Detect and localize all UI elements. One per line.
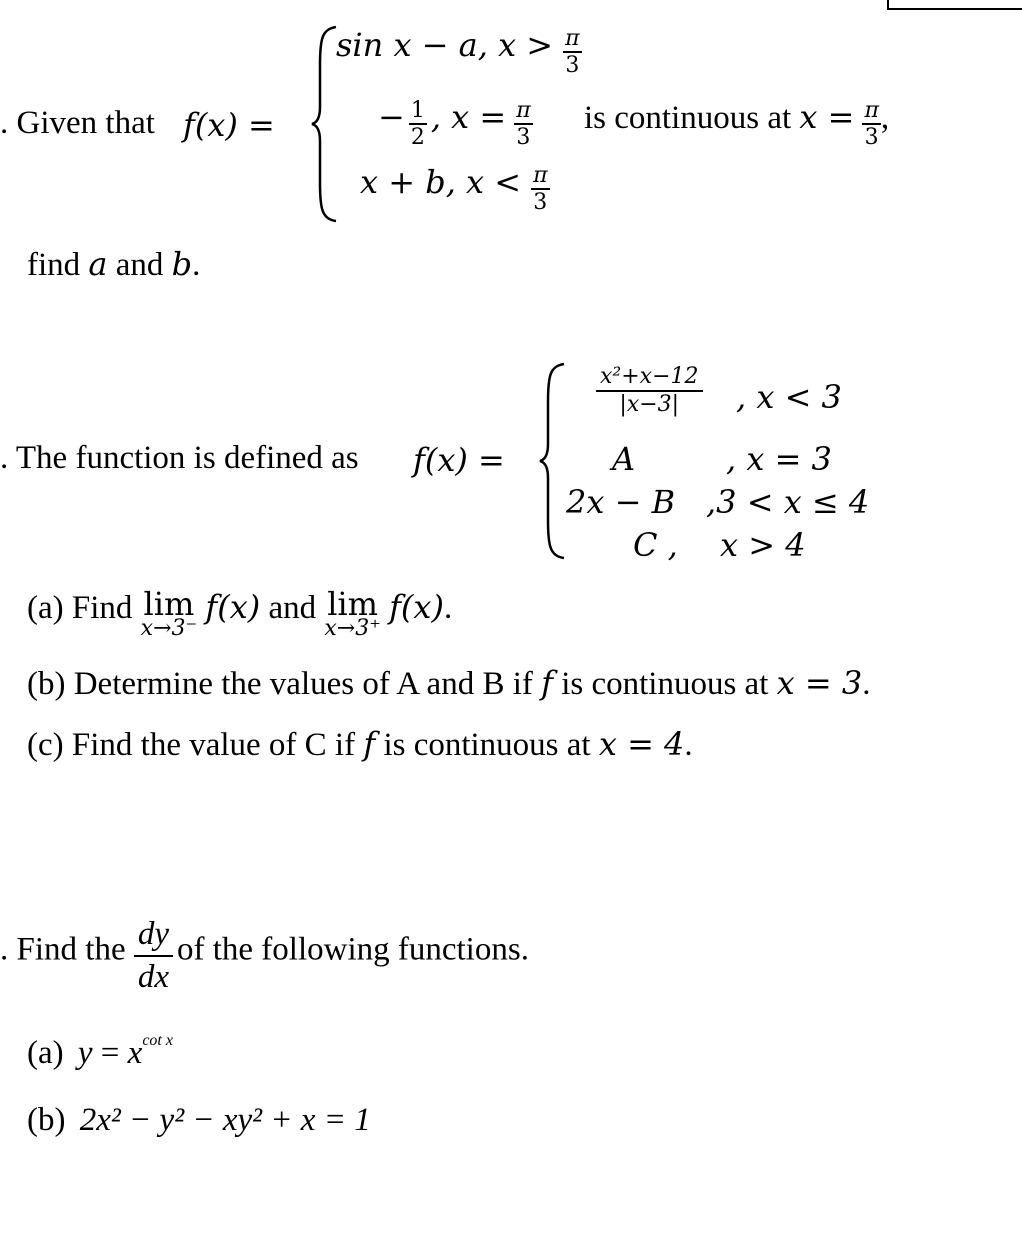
frac-denominator: dx bbox=[137, 959, 169, 995]
frac-denominator: 3 bbox=[864, 124, 879, 150]
q1-case-2-fraction bbox=[514, 97, 532, 150]
q2-part-c-end: . bbox=[684, 727, 693, 763]
q2-part-c-math: x = 4 bbox=[598, 725, 685, 763]
q1-follow-and: and bbox=[107, 247, 172, 283]
q3-header bbox=[0, 918, 529, 994]
q1-suffix-text: is continuous at bbox=[584, 100, 800, 136]
q2-part-b bbox=[27, 664, 870, 703]
q2-part-b-end: . bbox=[862, 666, 871, 702]
q1-suffix-comma: , bbox=[880, 100, 890, 136]
q1-follow-line bbox=[27, 245, 200, 284]
q1-case-3 bbox=[360, 163, 550, 214]
q2-part-c bbox=[27, 725, 693, 764]
q2-prefix: . The function is defined as bbox=[0, 440, 359, 476]
frac-numerator: π bbox=[516, 97, 531, 123]
frac-denominator: 3 bbox=[516, 124, 531, 150]
limit-left bbox=[140, 585, 198, 641]
q1-case-2-expr: , x = bbox=[430, 98, 507, 136]
q1-case-2 bbox=[378, 98, 533, 149]
q2-case-4-cond: x > 4 bbox=[720, 526, 806, 564]
q1-function-name: f(x) = bbox=[183, 106, 275, 144]
q2-case-1-fraction bbox=[596, 366, 703, 416]
q3-part-a bbox=[27, 1032, 173, 1072]
q2-function-name: f(x) = bbox=[413, 441, 505, 479]
q2-part-c-text: (c) Find the value of C if bbox=[27, 727, 364, 763]
q2-part-b-mid: is continuous at bbox=[552, 666, 777, 702]
frac-numerator: x²+x−12 bbox=[596, 366, 703, 392]
q3-part-a-y: y bbox=[77, 1035, 93, 1071]
q2-part-a-and: and bbox=[260, 590, 325, 626]
q1-suffix-math: x = bbox=[799, 98, 855, 136]
frac-numerator: π bbox=[864, 97, 879, 123]
q2-part-a-end: . bbox=[443, 590, 453, 626]
q1-case-1 bbox=[336, 26, 582, 77]
frac-denominator: 2 bbox=[410, 124, 425, 150]
q3-prefix: . Find the bbox=[0, 931, 134, 968]
q1-prefix: . Given that bbox=[0, 105, 155, 141]
frac-numerator: dy bbox=[134, 918, 173, 957]
q1-follow-end: . bbox=[192, 247, 201, 283]
lim-word: lim bbox=[327, 585, 378, 623]
frac-numerator: π bbox=[565, 25, 580, 51]
q2-part-c-mid: is continuous at bbox=[375, 727, 599, 763]
q1-suffix bbox=[584, 98, 889, 149]
frac-denominator: 3 bbox=[533, 189, 548, 215]
q2-part-c-f: f bbox=[363, 725, 376, 763]
q2-case-1 bbox=[596, 366, 703, 416]
q3-part-b-label: (b) bbox=[27, 1102, 66, 1138]
lim-word: lim bbox=[143, 585, 195, 623]
q2-case-3-cond: ,3 < x ≤ 4 bbox=[706, 483, 870, 521]
q1-case-2-minus: − bbox=[378, 98, 405, 136]
q2-part-a-fx: f(x) bbox=[389, 588, 444, 626]
q3-part-a-label: (a) bbox=[27, 1035, 64, 1071]
limit-right bbox=[324, 585, 381, 641]
q3-suffix: of the following functions. bbox=[177, 931, 529, 968]
frac-denominator: |x−3| bbox=[619, 392, 680, 417]
q3-part-a-base: x bbox=[127, 1035, 143, 1071]
q2-part-b-math: x = 3 bbox=[776, 664, 863, 702]
left-brace-icon bbox=[538, 362, 568, 560]
q3-part-a-eq: = bbox=[100, 1035, 120, 1071]
frac-numerator: 1 bbox=[410, 97, 425, 123]
q2-case-2-expr: A bbox=[612, 440, 636, 478]
q1-var-b: b bbox=[171, 245, 193, 283]
q3-part-b bbox=[27, 1102, 371, 1139]
q2-case-1-cond: , x < 3 bbox=[736, 378, 842, 416]
q1-suffix-fraction bbox=[862, 97, 880, 150]
q2-part-a-fx: f(x) bbox=[205, 588, 261, 626]
q2-part-b-f: f bbox=[541, 664, 553, 702]
q1-case-2-lead-fraction bbox=[409, 97, 427, 150]
lim-subscript: x→3⁻ bbox=[140, 616, 198, 641]
corner-box-decoration bbox=[887, 0, 1022, 10]
q3-derivative-fraction bbox=[134, 918, 173, 994]
frac-numerator: π bbox=[533, 162, 548, 188]
q2-case-4-expr: C , bbox=[633, 526, 678, 564]
q2-part-b-text: (b) Determine the values of A and B if bbox=[27, 666, 542, 702]
q1-var-a: a bbox=[88, 245, 108, 283]
q3-part-a-exponent: cot x bbox=[142, 1032, 173, 1049]
lim-subscript: x→3⁺ bbox=[324, 616, 381, 641]
q1-case-3-fraction bbox=[531, 162, 549, 215]
q1-follow-text: find bbox=[27, 247, 89, 283]
frac-denominator: 3 bbox=[565, 52, 580, 78]
q1-case-3-expr: x + b, x < bbox=[360, 163, 522, 201]
q2-case-2-cond: , x = 3 bbox=[726, 440, 832, 478]
q3-part-b-expr: 2x² − y² − xy² + x = 1 bbox=[79, 1102, 371, 1138]
q2-part-a-text: (a) Find bbox=[27, 590, 141, 626]
q1-case-1-expr: sin x − a, x > bbox=[336, 26, 554, 64]
q2-case-3-expr: 2x − B bbox=[566, 483, 676, 521]
q2-part-a bbox=[27, 585, 453, 641]
q1-case-1-fraction bbox=[563, 25, 581, 78]
